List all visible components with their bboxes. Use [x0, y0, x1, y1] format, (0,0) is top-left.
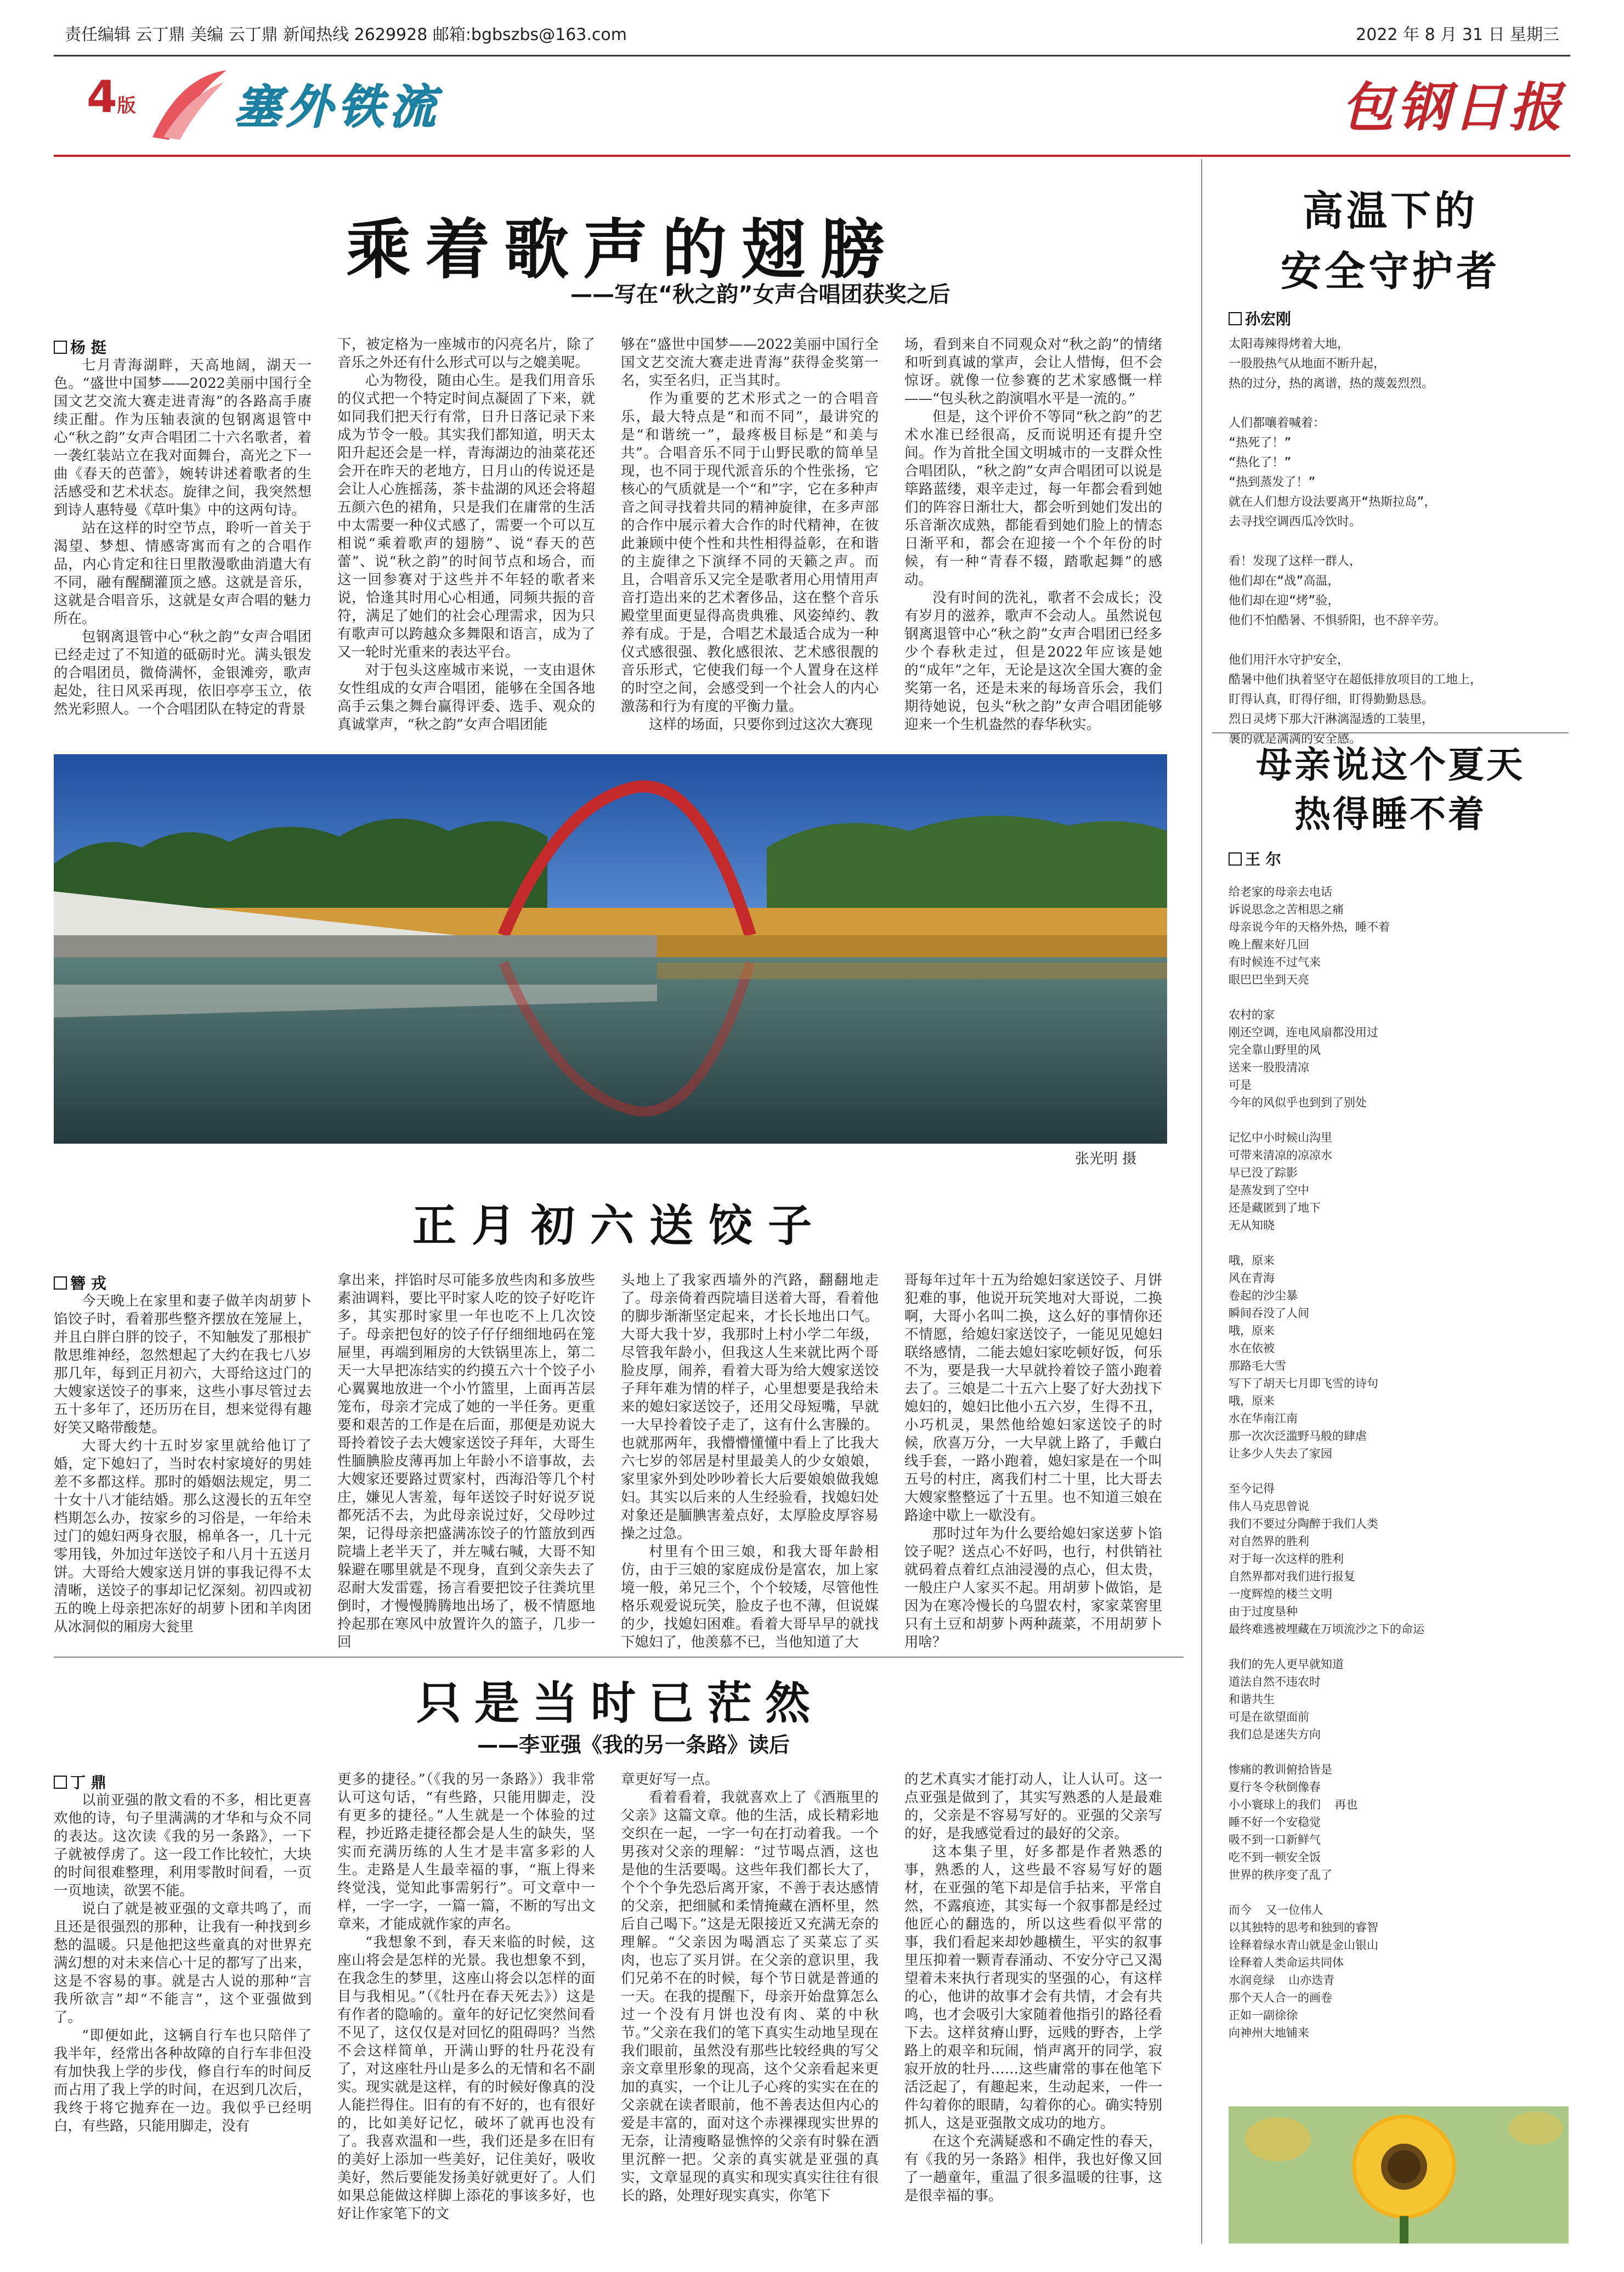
paragraph: 作为重要的艺术形式之一的合唱音乐，最大特点是“和而不同”，最讲究的是“和谐统一”，最疼极目标是“和美与共”。合唱音乐不同于山野民歌的简单呈现，也不同于现代派音乐的个性张扬，它核心的气质就是一个“和”字，它在多种声音之间寻找着共同的精神旋律，在多声部的合作中展示着大合作的时代精神，在彼此兼顾中使个性和共性相得益彰，在和谐的主旋律之下演绎不同的天籁之声。而且，合唱音乐又完全是歌者用心用情用声音打造出来的艺术奢侈品，这在整个音乐殿堂里面更显得高贵典雅、风姿绰约、教养有成。于是，合唱艺术最适合成为一种仪式感很强、教化感很浓、艺术感很靓的音乐形式，它使我们每一个人置身在这样的时空之间，会感受到一个社会人的内心激荡和行为有度的平衡力量。: [621, 391, 879, 715]
paragraph: 七月青海湖畔，天高地阔，湖天一色。“盛世中国梦——2022美丽中国行全国文艺交流大赛走进青海”的各路高手赓续正酣。作为压轴表演的包钢离退管中心“秋之韵”女声合唱团二十六名歌者，着一袭红装站立在我对面舞台，高光之下一曲《春天的芭蕾》，婉转讲述着歌者的生活感受和艺术状态。旋律之间，我突然想到诗人惠特曼《草叶集》中的这两句诗。: [54, 357, 312, 518]
article1-column-4: [904, 336, 1162, 741]
paragraph: 下，被定格为一座城市的闪亮名片，除了音乐之外还有什么形式可以与之媲美呢。: [337, 336, 595, 371]
masthead-logo: 包钢日报: [1341, 76, 1565, 138]
paragraph: 那时过年为什么要给媳妇家送萝卜馅饺子呢？送点心不好吗，也行，村供销社就码着点着红点油浸漫的点心，但太贵，一般庄户人家买不起。用胡萝卜做馅，是因为在寒冷慢长的乌盟农村，家家菜窖里只有土豆和胡萝卜两种蔬菜，不用胡萝卜用啥？: [904, 1525, 1162, 1651]
section-title: 塞外铁流: [235, 80, 442, 134]
article1-byline: 杨 挺: [54, 336, 106, 358]
sidebar1-byline: 孙宏刚: [1229, 307, 1291, 329]
article3-column-2: [337, 1771, 595, 2241]
article2-byline: 簪 戎: [54, 1271, 106, 1293]
paragraph: 够在“盛世中国梦——2022美丽中国行全国文艺交流大赛走进青海”获得金奖第一名，实至名归，正当其时。: [621, 336, 879, 389]
paragraph: 心为物役，随由心生。是我们用音乐的仪式把一个特定时间点凝固了下来，就如同我们把天行有常，日升日落记录下来成为节令一般。其实我们都知道，明天太阳升起还会是一样，青海湖边的油菜花还会开在昨天的老地方，日月山的传说还是会让人心旌摇荡，茶卡盐湖的风还会将超五颜六色的裙角，只是我们在庸常的生活中太需要一种仪式感了，需要一个可以互相说“乘着歌声的翅膀”、说“春天的芭蕾”、说“秋之韵”的时间节点和场合，而这一回参赛对于这些并不年轻的歌者来说，恰逢其时用心心相通，同频共振的音符，满足了她们的社会心理需求，因为只有歌声可以跨越众多舞限和语言，成为了又一轮时光重来的表达平台。: [337, 372, 595, 660]
paragraph: 今天晚上在家里和妻子做羊肉胡萝卜馅饺子时，看着那些整齐摆放在笼屉上，并且白胖白胖的饺子，不知触发了那根扩散思维神经，忽然想起了大约在我七八岁那几年，每到正月初六，大哥给这过门的大嫂家送饺子的事来，这些小事尽管过去五十多年了，还历历在目，想来觉得有趣好笑又略带酸楚。: [54, 1293, 312, 1436]
article1-subtitle: ——写在“秋之韵”女声合唱团获奖之后: [570, 282, 950, 307]
article1-title: 乘着歌声的翅膀: [346, 212, 899, 287]
article-separator: [54, 1657, 1184, 1658]
sidebar1-title: 高温下的 安全守护者: [1281, 188, 1500, 295]
article3-column-4: [904, 1771, 1162, 2241]
landscape-photo: [54, 754, 1167, 1144]
paragraph: 说白了就是被亚强的文章共鸣了，而且还是很强烈的那种，让我有一种找到乡愁的温暖。只是他把这些童真的对世界充满幻想的对未来信心十足的都写了出来，这是不容易的事。就是古人说的那种“言我所欲言”却“不能言”，这个亚强做到了。: [54, 1901, 312, 2026]
paragraph: 村里有个田三娘，和我大哥年龄相仿，由于三娘的家庭成份是富农，加上家境一般，弟兄三个，个个较矮，尽管他性格乐观爱说玩笑，脸皮子也不薄，但说媒的少，找媳妇困难。看着大哥早早的就找下媳妇了，他羡慕不已，当他知道了大: [621, 1544, 879, 1651]
article3-title: 只是当时已茫然: [416, 1677, 823, 1730]
paragraph: 对于包头这座城市来说，一支由退休女性组成的女声合唱团，能够在全国各地高手云集之舞台赢得评委、选手、观众的真诚掌声，“秋之韵”女声合唱团能: [337, 662, 595, 733]
page-header: [54, 11, 1570, 170]
sidebar-divider: [1201, 159, 1202, 2243]
article2-column-4: [904, 1271, 1162, 1651]
swoosh-icon: [147, 66, 229, 143]
sidebar2-title: 母亲说这个夏天 热得睡不着: [1256, 744, 1525, 835]
bridge-lake-illustration: [54, 754, 1167, 1144]
paragraph: 但是，这个评价不等同“秋之韵”的艺术水准已经很高，反而说明还有提升空间。作为首批全国文明城市的一支群众性合唱团队，“秋之韵”女声合唱团可以说是筚路蓝缕，艰辛走过，每一年都会看到她们的阵容日渐壮大，都会听到她们发出的乐音渐次成熟，都能看到她们脸上的情态日渐平和，都会在迎接一个个年份的时候，有一种“青春不辍，踏歌起舞”的感动。: [904, 409, 1162, 588]
article1-column-2: [337, 336, 595, 741]
sidebar2-poem: 给老家的母亲去电话 诉说思念之苦相思之痛 母亲说今年的天格外热，睡不着 晚上醒来好几回 有时候连不过气来 眼巴巴坐到天亮 农村的家 刚还空调，连电风扇都没用过 完全靠山野里的风 送来一股股清凉 可是 今年的风似乎也到到了别处 记忆中小时候山沟里 可带来清凉的凉凉水 早已没了踪影 是蒸发到了空中 还是藏匿到了地下 无从知晓 哦，原来 风在青海 卷起的沙尘暴 瞬间吞没了人间 哦，原来 水在依被 那路毛大雪 写下了胡天七月即飞雪的诗句 哦，原来 水在华南江南 那一次次泛滥野马般的肆虐 让多少人失去了家园 至今记得 伟人马克思曾说 我们不要过分陶醉于我们人类 对自然界的胜利 对于每一次这样的胜利 自然界都对我们进行报复 一度辉煌的楼兰文明 由于过度垦种 最终难逃被埋藏在万顷流沙之下的命运 我们的先人更早就知道 道法自然不违农时 和谐共生 可是在欲望面前 我们总是迷失方向 惨痛的教训俯拾皆是 夏行冬令秋倒像春 小小寰球上的我们 再也 睡不好一个安稳觉 吸不到一口新鲜气 吃不到一顿安全饭 世界的秩序变了乱了 而今 又一位伟人 以其独特的思考和独到的睿智 诠释着绿水青山就是金山银山 诠释着人类命运共同体 水润竞绿 山亦迭青 那个天人合一的画卷 正如一副徐徐 向神州大地铺来: [1229, 885, 1424, 2039]
header-rule: [54, 55, 1570, 56]
photo-credit: 张光明 摄: [1075, 1151, 1137, 1167]
paragraph: 在这个充满疑惑和不确定性的春天，有《我的另一条路》相伴，我也好像又回了一趟童年，重温了很多温暖的往事，这是很幸福的事。: [904, 2133, 1162, 2204]
article3-column-3: [621, 1771, 879, 2241]
sunflower-photo: [1229, 2106, 1569, 2243]
article2-column-1: [54, 1292, 312, 1643]
article2-column-3: [621, 1271, 879, 1651]
article1-column-3: [621, 336, 879, 741]
sidebar2-byline: 王 尔: [1229, 847, 1281, 869]
paragraph: 这样的场面，只要你到过这次大赛现: [649, 716, 873, 733]
sunflower-illustration: [1229, 2106, 1569, 2243]
paragraph: “我想象不到，春天来临的时候，这座山将会是怎样的光景。我也想象不到，在我念生的梦里，这座山将会以怎样的面目与我相见。”（《牡丹在春天死去》）这是有作者的隐喻的。童年的好记忆突然间看不见了，这仅仅是对回忆的阻碍吗？当然不会这样简单，开满山野的牡丹花没有了，对这座牡丹山是多么的无情和名不副实。现实就是这样，有的时候好像真的没人能拦得住。旧有的有不好的，也有很好的，比如美好记忆，破坏了就再也没有了。我喜欢温和一些，我们还是多在旧有的美好上添加一些美好，记住美好，吸收美好，然后要能发扬美好就更好了。人们如果总能做这样脚上添花的事该多好，也好让作家笔下的文: [337, 1934, 595, 2222]
paragraph: 头地上了我家西墙外的汽路，翻翻地走了。母亲倚着西院墙目送着大哥，看着他的脚步渐渐坚定起来，才长长地出口气。大哥大我十岁，我那时上村小学二年级，尽管我年龄小，但我这人生来就比两个哥脸皮厚，闹养，看着大哥为给大嫂家送饺子拜年难为情的样子，心里想要是我给未来的媳妇家送饺子，还用父母短嘴，早就一大早拎着饺子走了，这有什么害臊的。也就那两年，我懵懵懂懂中看上了比我大六七岁的邻居是村里最美人的少女娘娘，家里家外到处吵吵着长大后要娘娘做我媳妇。其实以后来的人生经验看，找媳妇处对象还是腼腆害羞点好，太厚脸皮厚容易操之过急。: [621, 1272, 879, 1542]
header-red-rule: [54, 155, 1570, 157]
article1-column-1: [54, 357, 312, 741]
paragraph: 哥每年过年十五为给媳妇家送饺子、月饼犯难的事，他说开玩笑地对大哥说，二换啊，大哥小名叫二换，这么好的事情你还不情愿，给媳妇家送饺子，一能见见媳妇联络感情，二能去媳妇家吃顿好饭，何乐不为，要是我一大早就拎着饺子篮小跑着去了。三娘是二十五六上娶了好大劲找下媳妇的，媳妇比他小五六岁，生得不丑，小巧机灵，果然他给媳妇家送饺子的时候，欣喜万分，一大早就上路了，手戴白线手套，一路小跑着，媳妇家是在一个叫五号的村庄，离我们村二十里，比大哥去大嫂家整整远了十五里。也不知道三娘在路途中歇上一歇没有。: [904, 1272, 1162, 1524]
paragraph: 场，看到来自不同观众对“秋之韵”的情绪和听到真诚的掌声，会让人惜悔，但不会惊讶。就像一位参赛的艺术家感慨一样——“包头秋之韵演唱水平是一流的。”: [904, 336, 1162, 407]
paragraph: 大哥大约十五时岁家里就给他订了婚，定下媳妇了，当时农村家境好的男娃差不多都这样。那时的婚姻法规定，男二十女十八才能结婚。那么这漫长的五年空档期怎么办，按家乡的习俗是，一年给未过门的媳妇两身衣服，棉单各一，几十元零用钱，外加过年送饺子和八月十五送月饼。大哥给大嫂家送月饼的事我记得不太清晰，送饺子的事却记忆深刻。初四或初五的晚上母亲把冻好的胡萝卜团和羊肉团从冰洞似的厢房大瓮里: [54, 1438, 312, 1635]
sidebar1-poem: 太阳毒辣得烤着大地， 一股股热气从地面不断升起， 热的过分，热的离谱，热的蔑轰烈烈。 人们都嚷着喊着： “热死了！” “热化了！” “热到蒸发了！” 就在人们想方设法要离开“热斯拉岛”， 去寻找空调西瓜冷饮时。 看！发现了这样一群人， 他们却在“战”高温， 他们却在迎“烤”验， 他们不怕酷暑、不惧骄阳，也不辞辛劳。 他们用汗水守护安全， 酷暑中他们执着坚守在超低排放项目的工地上， 盯得认真，盯得仔细，盯得勤勤恳恳。 烈日灵烤下那大汗淋漓湿透的工装里， 裹的就是满满的安全感。: [1229, 337, 1482, 746]
paragraph: 站在这样的时空节点，聆听一首关于渴望、梦想、情感寄寓而有之的合唱作品，内心肯定和往日里散漫歌曲消遣大有不同，融有醒醐灌顶之感。这就是音乐，这就是合唱音乐，这就是女声合唱的魅力所在。: [54, 520, 312, 627]
paragraph: 包钢离退管中心“秋之韵”女声合唱团已经走过了不知道的砥砺时光。满头银发的合唱团员，微倚满怀，金银滩旁，歌声起处，往日风采再现，依旧亭亭玉立，依然光彩照人。一个合唱团队在特定的背景: [54, 629, 312, 717]
paragraph: 章更好写一点。: [621, 1771, 719, 1788]
article3-byline: 丁 鼎: [54, 1771, 106, 1793]
paragraph: 拿出来，拌馅时尽可能多放些肉和多放些素油调料，要比平时家人吃的饺子好吃许多，其实那时家里一年也吃不上几次饺子。母亲把包好的饺子仔仔细细地码在笼屉里，再端到厢房的大铁锅里冻上，第二天一大早把冻结实的约摸五六十个饺子小心翼翼地放进一个小竹篮里，上面再苫层笼布，母亲才完成了她的一半任务。更重要和艰苦的工作是在后面，那便是劝说大哥拎着饺子去大嫂家送饺子拜年，大哥生性腼腆脸皮薄再加上年龄小不谙事故，去大嫂家还要路过贾家村，西海沿等几个村庄，嫌见人害羞，每年送饺子时好说歹说都死活不去，为此母亲说过好，父母吵过架，记得母亲把盛满冻饺子的竹篮放到西院墙上老半天了，并左喊右喊，大哥不知躲避在哪里就是不现身，直到父亲失去了忍耐大发雷霆，扬言看要把饺子往粪坑里倒时，才慢慢腾腾地出场了，极不情愿地拎起那在寒风中放置许久的篮子，几步一回: [337, 1272, 595, 1651]
paragraph: 以前亚强的散文看的不多，相比更喜欢他的诗，句子里满满的才华和与众不同的表达。这次读《我的另一条路》，一下子就被俘虏了。这一段工作比较忙，大块的时间很难整理，利用零散时间看，一页一页地读，欲罢不能。: [54, 1792, 312, 1899]
paragraph: 没有时间的洗礼，歌者不会成长；没有岁月的滋养，歌声不会动人。虽然说包钢离退管中心“秋之韵”女声合唱团已经多少个春秋走过，但是2022年应该是她的“成年”之年，无论是这次全国大赛的金奖第一名，还是未来的每场音乐会，我们期待她说，包头“秋之韵”女声合唱团能够迎来一个生机盎然的春华秋实。: [904, 590, 1162, 733]
article2-column-2: [337, 1271, 595, 1651]
paragraph: 这本集子里，好多都是作者熟悉的事，熟悉的人，这些最不容易写好的题材，在亚强的笔下却是信手拈来，平常自然，不露痕迹，其实每一个叙事都是经过他匠心的翻选的，所以这些看似平常的事，我们看起来却妙趣横生，平实的叙事里压抑着一颗青春涌动、不安分守己又渴望着未来执行者现实的坚强的心，有这样的心，他讲的故事才会有共情，才会有共鸣，也才会吸引大家随着他指引的路径看下去。这样贫瘠山野，远贱的野杏，上学路上的艰辛和玩闹，悄声离开的同学，寂寂开放的牡丹……这些庸常的事在他笔下活泛起了，有趣起来，生动起来，一件一件勾着你的眼睛，勾着你的心。确实特别抓人，这是亚强散文成功的地方。: [904, 1844, 1162, 2132]
paragraph: “即便如此，这辆自行车也只陪伴了我半年，经常出各种故障的自行车非但没有加快我上学的步伐，修自行车的时间反而占用了我上学的时间，在迟到几次后，我终于将它抛弃在一边。我似乎已经明白，有些路，只能用脚走，没有: [54, 2027, 312, 2134]
editor-credits: 责任编辑 云丁鼎 美编 云丁鼎 新闻热线 2629928 邮箱:bgbszbs@163.com: [65, 25, 627, 44]
paragraph: 看着看着，我就喜欢上了《酒瓶里的父亲》这篇文章。他的生活，成长精彩地交织在一起，一字一句在打动着我。一个男孩对父亲的理解：“过节喝点酒，这也是他的生活要喝。这些年我们都长大了，个个个争先恐后离开家，不善于表达感情的父亲，把细腻和柔情掩藏在酒杯里，然后自己喝下。”这是无限接近又充满无奈的理解。“父亲因为喝酒忘了买菜忘了买肉，也忘了买月饼。在父亲的意识里，我们兄弟不在的时候，每个节日就是普通的一天。在我的提醒下，母亲开始盘算怎么过一个没有月饼也没有肉、菜的中秋节。”父亲在我们的笔下真实生动地呈现在我们眼前，虽然没有那些比较经典的写父亲文章里形象的现高，这个父亲看起来更加的真实，一个让儿子心疼的实实在在的父亲就在读者眼前，他不善表达但内心的爱是丰富的，面对这个赤裸裸现实世界的无奈，让清瘦略显憔悴的父亲有时躲在酒里沉醉一把。父亲的真实就是亚强的真实，文章显现的真实和现实真实往往有很长的路，处理好现实真实，你笔下: [621, 1789, 879, 2204]
issue-date: 2022 年 8 月 31 日 星期三: [1356, 25, 1559, 44]
page-number: 4版: [87, 71, 136, 122]
article3-column-1: [54, 1791, 312, 2241]
article3-subtitle: ——李亚强《我的另一条路》读后: [477, 1733, 790, 1757]
paragraph: 的艺术真实才能打动人，让人认可。这一点亚强是做到了，其实写熟悉的人是最难的，父亲是不容易写好的。亚强的父亲写的好，是我感觉看过的最好的父亲。: [904, 1771, 1162, 1842]
article2-title: 正月初六送饺子: [412, 1200, 827, 1251]
sidebar-separator: [1212, 732, 1569, 733]
paragraph: 更多的捷径。”（《我的另一条路》）我非常认可这句话，“有些路，只能用脚走，没有更多的捷径。”人生就是一个体验的过程，抄近路走捷径都会是人生的缺失，坚实而充满历练的人生才是丰富多彩的人生。走路是人生最幸福的事，“瓶上得来终觉浅，觉知此事需躬行”。可文章中一样，一字一字，一篇一篇，不断的写出文章来，才能成就作家的声名。: [337, 1771, 595, 1932]
